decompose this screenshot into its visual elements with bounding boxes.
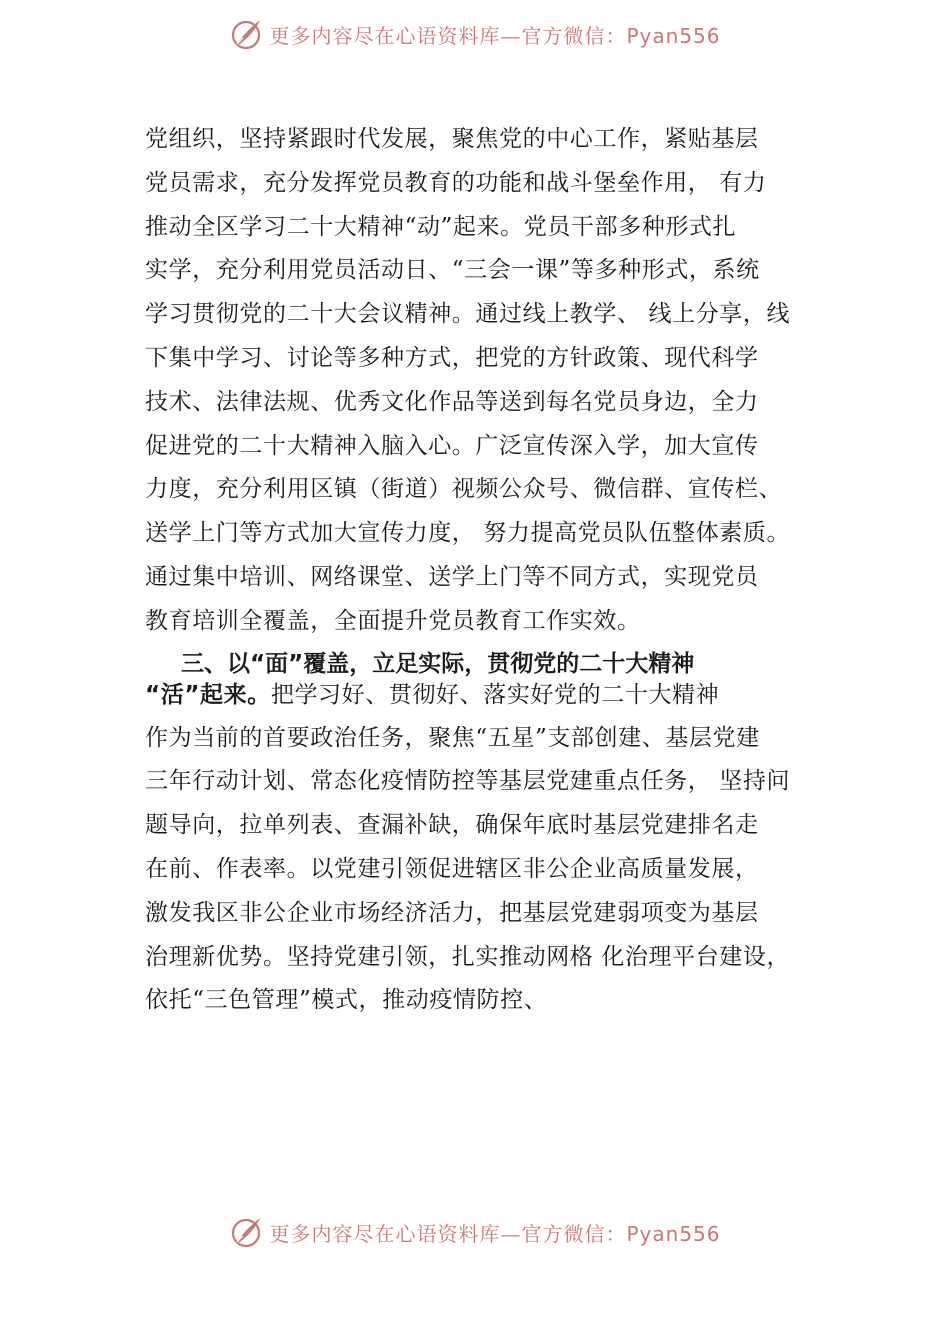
text-line: 题导向，拉单列表、查漏补缺，确保年底时基层党建排名走 xyxy=(145,812,759,839)
text-line: 激发我区非公企业市场经济活力，把基层党建弱项变为基层 xyxy=(145,899,759,926)
section-heading-continuation xyxy=(145,681,845,717)
text-line: 促进党的二十大精神入脑入心。广泛宣传深入学，加大宣传 xyxy=(145,432,759,459)
text-line: 实学，充分利用党员活动日、“三会一课”等多种形式，系统 xyxy=(145,257,760,284)
text-line: 作为当前的首要政治任务，聚焦“五星”支部创建、基层党建 xyxy=(145,724,760,751)
watermark-text: 更多内容尽在心语资料库—官方微信：Pyan556 xyxy=(269,23,721,48)
watermark-footer xyxy=(0,1212,950,1252)
text-line: 治理新优势。坚持党建引领，扎实推动网格 化治理平台建设， xyxy=(145,943,791,970)
text-line: 技术、法律法规、优秀文化作品等送到每名党员身边，全力 xyxy=(145,388,759,415)
text-line: 推动全区学习二十大精神“动”起来。党员干部多种形式扎 xyxy=(145,213,737,240)
quill-logo-icon xyxy=(229,17,263,51)
heading-bold-text: “活”起来。 xyxy=(145,681,271,708)
text-line: 通过集中培训、网络课堂、送学上门等不同方式，实现党员 xyxy=(145,563,759,590)
text-line: 送学上门等方式加大宣传力度， 努力提高党员队伍整体素质。 xyxy=(145,520,791,547)
text-line: 教育培训全覆盖，全面提升党员教育工作实效。 xyxy=(145,607,641,634)
text-line: 力度，充分利用区镇（街道）视频公众号、微信群、宣传栏、 xyxy=(145,476,783,503)
watermark-text: 更多内容尽在心语资料库—官方微信：Pyan556 xyxy=(269,1221,721,1246)
text-line: 依托“三色管理”模式，推动疫情防控、 xyxy=(145,987,548,1014)
section-heading: 三、以“面”覆盖，立足实际，贯彻党的二十大精神 xyxy=(181,650,695,677)
text-line: 下集中学习、讨论等多种方式，把党的方针政策、现代科学 xyxy=(145,344,759,371)
text-line: 学习贯彻党的二十大会议精神。通过线上教学、 线上分享，线 xyxy=(145,301,791,328)
quill-logo-icon xyxy=(229,1215,263,1249)
paragraph-party-education xyxy=(145,118,845,644)
heading-body-text: 把学习好、贯彻好、落实好党的二十大精神 xyxy=(270,681,720,708)
text-line: 党组织，坚持紧跟时代发展，聚焦党的中心工作，紧贴基层 xyxy=(145,126,759,152)
document-body xyxy=(145,118,845,1023)
paragraph-section-three xyxy=(145,717,845,1024)
text-line: 党员需求，充分发挥党员教育的功能和战斗堡垒作用， 有力 xyxy=(145,169,767,196)
text-line: 三年行动计划、常态化疫情防控等基层党建重点任务， 坚持问 xyxy=(145,768,791,795)
watermark-header xyxy=(0,14,950,54)
text-line: 在前、作表率。以党建引领促进辖区非公企业高质量发展， xyxy=(145,855,759,882)
